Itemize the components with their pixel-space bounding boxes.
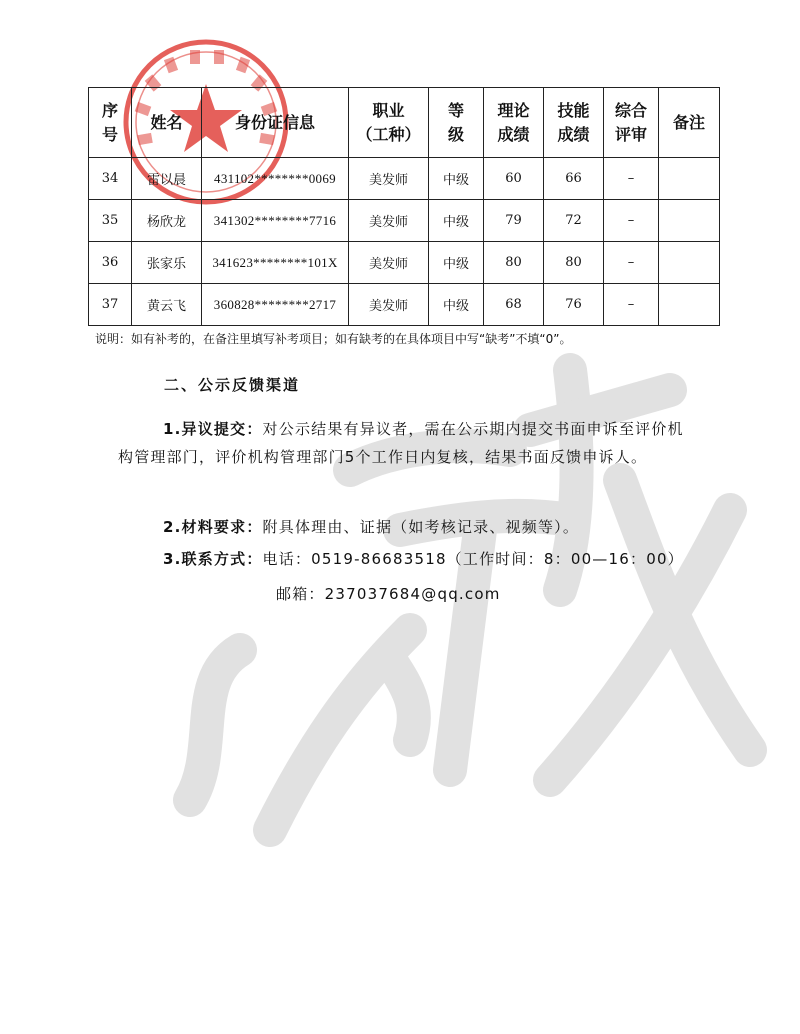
- materials-paragraph: [163, 513, 703, 541]
- cell-review: –: [604, 242, 659, 284]
- contact-paragraph: [163, 545, 703, 573]
- header-cell: 序 号: [89, 88, 132, 158]
- cell-level: 中级: [429, 242, 484, 284]
- cell-remark: [659, 242, 720, 284]
- cell-id: 341302********7716: [202, 200, 349, 242]
- cell-skill: 66: [544, 158, 604, 200]
- cell-job: 美发师: [349, 158, 429, 200]
- cell-theory: 80: [484, 242, 544, 284]
- materials-label: 2.材料要求：: [163, 518, 263, 536]
- header-cell: 综合 评审: [604, 88, 659, 158]
- cell-review: –: [604, 158, 659, 200]
- header-cell: 职业 （工种）: [349, 88, 429, 158]
- cell-remark: [659, 158, 720, 200]
- cell-theory: 79: [484, 200, 544, 242]
- cell-id: 341623********101X: [202, 242, 349, 284]
- cell-job: 美发师: [349, 242, 429, 284]
- cell-theory: 60: [484, 158, 544, 200]
- cell-name: 雷以晨: [132, 158, 202, 200]
- cell-skill: 80: [544, 242, 604, 284]
- table-note: 说明：如有补考的，在备注里填写补考项目；如有缺考的在具体项目中写“缺考”不填“0”。: [95, 332, 572, 346]
- cell-id: 360828********2717: [202, 284, 349, 326]
- objection-paragraph: [118, 415, 698, 471]
- cell-remark: [659, 284, 720, 326]
- contact-email: 邮箱：237037684@qq.com: [276, 585, 501, 603]
- cell-no: 34: [89, 158, 132, 200]
- score-table: [88, 87, 720, 326]
- header-cell: 姓名: [132, 88, 202, 158]
- objection-label: 1.异议提交：: [163, 420, 263, 438]
- cell-remark: [659, 200, 720, 242]
- table-row: [89, 284, 720, 326]
- table-header-row: [89, 88, 720, 158]
- cell-level: 中级: [429, 200, 484, 242]
- header-cell: 等 级: [429, 88, 484, 158]
- cell-level: 中级: [429, 158, 484, 200]
- materials-text: 附具体理由、证据（如考核记录、视频等）。: [262, 518, 580, 536]
- cell-no: 37: [89, 284, 132, 326]
- cell-skill: 76: [544, 284, 604, 326]
- cell-id: 431102********0069: [202, 158, 349, 200]
- cell-review: –: [604, 200, 659, 242]
- contact-phone: 电话：0519-86683518（工作时间：8：00—16：00）: [262, 550, 684, 568]
- section-title: 二、公示反馈渠道: [164, 376, 301, 394]
- header-cell: 备注: [659, 88, 720, 158]
- table-row: [89, 242, 720, 284]
- cell-no: 36: [89, 242, 132, 284]
- header-cell: 身份证信息: [202, 88, 349, 158]
- cell-review: –: [604, 284, 659, 326]
- cell-job: 美发师: [349, 284, 429, 326]
- objection-text: 对公示结果有异议者，需在公示期内提交书面申诉至评价机构管理部门，评价机构管理部门5个工作日内复核，结果书面反馈申诉人。: [118, 420, 684, 466]
- cell-level: 中级: [429, 284, 484, 326]
- cell-theory: 68: [484, 284, 544, 326]
- header-cell: 技能 成绩: [544, 88, 604, 158]
- cell-job: 美发师: [349, 200, 429, 242]
- cell-skill: 72: [544, 200, 604, 242]
- table-row: [89, 200, 720, 242]
- cell-no: 35: [89, 200, 132, 242]
- cell-name: 杨欣龙: [132, 200, 202, 242]
- table-row: [89, 158, 720, 200]
- header-cell: 理论 成绩: [484, 88, 544, 158]
- cell-name: 黄云飞: [132, 284, 202, 326]
- cell-name: 张家乐: [132, 242, 202, 284]
- contact-label: 3.联系方式：: [163, 550, 263, 568]
